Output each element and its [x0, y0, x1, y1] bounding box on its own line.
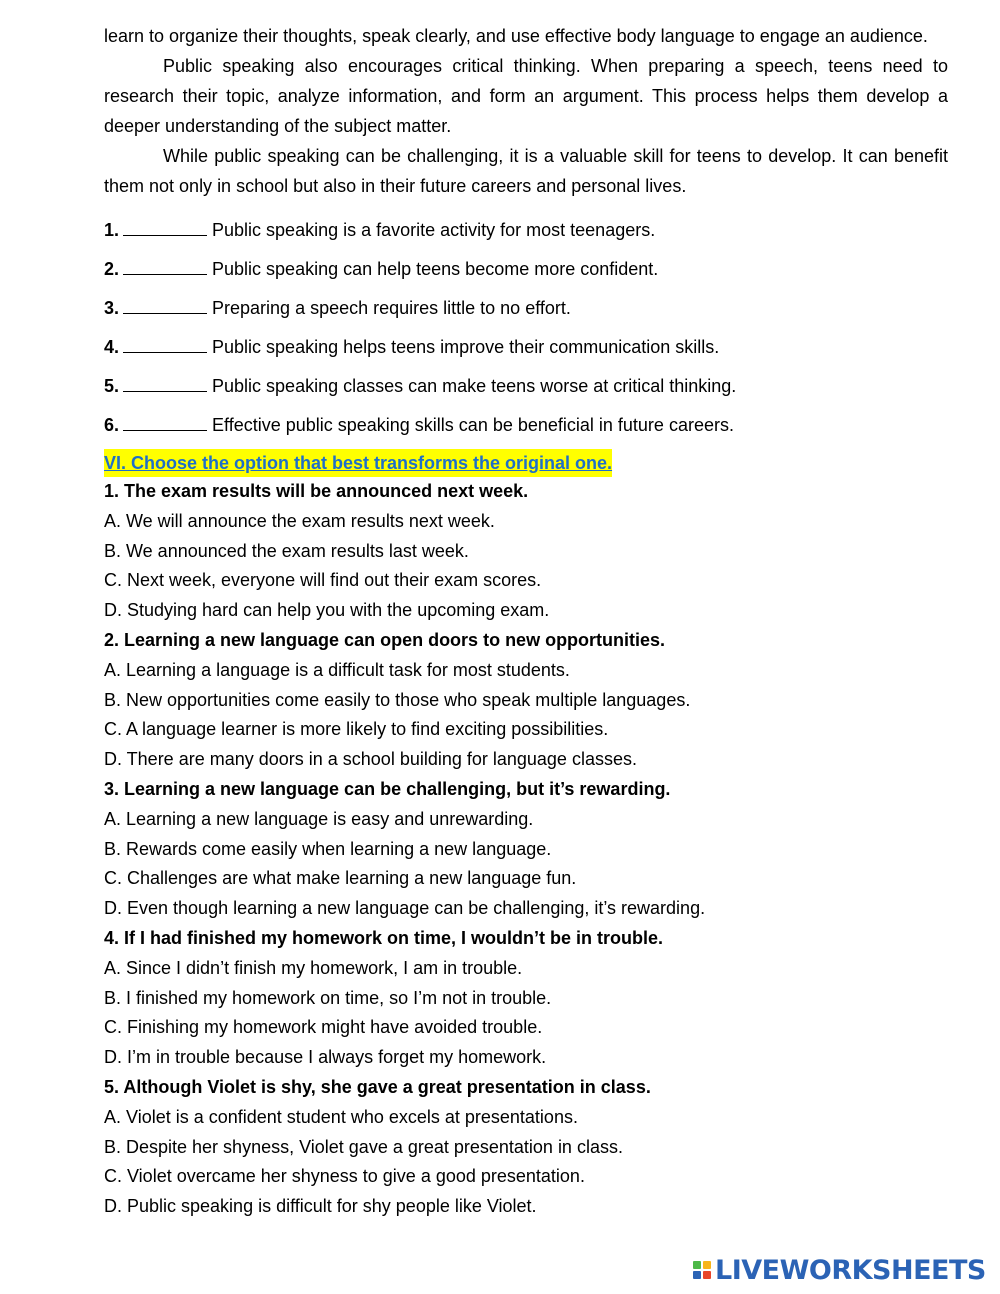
- option-a[interactable]: A. Since I didn’t finish my homework, I am in trouble.: [104, 957, 523, 978]
- question-5: [104, 1073, 948, 1222]
- answer-blank-4[interactable]: [123, 338, 207, 353]
- logo-block-green: [693, 1261, 701, 1269]
- tf-statement: Public speaking classes can make teens worse at critical thinking.: [212, 376, 737, 396]
- question-stem: 5. Although Violet is shy, she gave a great presentation in class.: [104, 1076, 651, 1097]
- tf-item-6: [104, 406, 948, 445]
- answer-blank-1[interactable]: [123, 221, 207, 236]
- tf-number: 5.: [104, 376, 120, 396]
- tf-number: 3.: [104, 298, 120, 318]
- tf-item-3: [104, 289, 948, 328]
- question-stem: 2. Learning a new language can open doors to new opportunities.: [104, 629, 666, 650]
- question-stem: 3. Learning a new language can be challenging, but it’s rewarding.: [104, 778, 671, 799]
- option-c[interactable]: C. Challenges are what make learning a new language fun.: [104, 868, 577, 889]
- intro-paragraph-3: While public speaking can be challenging, it is a valuable skill for teens to develop. It can benefit them not only in school but also in their future careers and personal lives.: [104, 146, 948, 196]
- question-stem: 1. The exam results will be announced next week.: [104, 481, 529, 501]
- answer-blank-3[interactable]: [123, 299, 207, 314]
- tf-statement: Public speaking helps teens improve their communication skills.: [212, 337, 720, 357]
- section-title-wrap: [104, 445, 948, 477]
- question-2: [104, 626, 948, 775]
- tf-statement: Preparing a speech requires little to no effort.: [212, 298, 571, 318]
- question-stem: 4. If I had finished my homework on time, I wouldn’t be in trouble.: [104, 927, 664, 948]
- tf-number: 6.: [104, 415, 120, 435]
- answer-blank-5[interactable]: [123, 377, 207, 392]
- option-d[interactable]: D. I’m in trouble because I always forget my homework.: [104, 1047, 547, 1068]
- option-c[interactable]: C. Violet overcame her shyness to give a good presentation.: [104, 1166, 585, 1187]
- logo-text: LIVEWORKSHEETS: [715, 1254, 986, 1286]
- option-d[interactable]: D. Studying hard can help you with the upcoming exam.: [104, 600, 550, 621]
- true-false-list: [104, 211, 948, 445]
- option-b[interactable]: B. Despite her shyness, Violet gave a great presentation in class.: [104, 1136, 623, 1157]
- section-title: VI. Choose the option that best transforms the original one.: [104, 449, 612, 477]
- logo-block-blue: [693, 1271, 701, 1279]
- question-1: [104, 477, 948, 626]
- intro-paragraph-2: Public speaking also encourages critical thinking. When preparing a speech, teens need to research their topic, analyze information, and form an argument. This process helps them develop a deeper understanding of the subject matter.: [104, 56, 948, 136]
- option-a[interactable]: A. We will announce the exam results next week.: [104, 510, 495, 531]
- logo-blocks-icon: [693, 1261, 711, 1279]
- option-b[interactable]: B. We announced the exam results last week.: [104, 540, 469, 561]
- tf-statement: Public speaking can help teens become more confident.: [212, 259, 659, 279]
- option-a[interactable]: A. Violet is a confident student who excels at presentations.: [104, 1106, 578, 1127]
- tf-number: 1.: [104, 220, 120, 240]
- tf-statement: Effective public speaking skills can be beneficial in future careers.: [212, 415, 734, 435]
- tf-item-2: [104, 250, 948, 289]
- option-c[interactable]: C. Next week, everyone will find out their exam scores.: [104, 570, 542, 591]
- intro-paragraph-1: learn to organize their thoughts, speak clearly, and use effective body language to engage an audience.: [104, 26, 928, 46]
- tf-statement: Public speaking is a favorite activity for most teenagers.: [212, 220, 656, 240]
- worksheet-page: [104, 21, 948, 1222]
- tf-item-5: [104, 367, 948, 406]
- tf-number: 4.: [104, 337, 120, 357]
- tf-item-4: [104, 328, 948, 367]
- option-b[interactable]: B. Rewards come easily when learning a new language.: [104, 838, 552, 859]
- option-a[interactable]: A. Learning a new language is easy and unrewarding.: [104, 808, 534, 829]
- option-c[interactable]: C. A language learner is more likely to find exciting possibilities.: [104, 719, 609, 740]
- option-d[interactable]: D. Even though learning a new language can be challenging, it’s rewarding.: [104, 898, 706, 919]
- question-4: [104, 924, 948, 1073]
- answer-blank-2[interactable]: [123, 260, 207, 275]
- answer-blank-6[interactable]: [123, 416, 207, 431]
- tf-item-1: [104, 211, 948, 250]
- option-d[interactable]: D. There are many doors in a school building for language classes.: [104, 749, 637, 770]
- option-d[interactable]: D. Public speaking is difficult for shy people like Violet.: [104, 1196, 537, 1217]
- question-3: [104, 775, 948, 924]
- liveworksheets-logo: [693, 1253, 986, 1287]
- option-a[interactable]: A. Learning a language is a difficult task for most students.: [104, 659, 570, 680]
- logo-block-red: [703, 1271, 711, 1279]
- option-b[interactable]: B. New opportunities come easily to those who speak multiple languages.: [104, 689, 691, 710]
- option-b[interactable]: B. I finished my homework on time, so I’m not in trouble.: [104, 987, 552, 1008]
- logo-block-yellow: [703, 1261, 711, 1269]
- option-c[interactable]: C. Finishing my homework might have avoided trouble.: [104, 1017, 543, 1038]
- tf-number: 2.: [104, 259, 120, 279]
